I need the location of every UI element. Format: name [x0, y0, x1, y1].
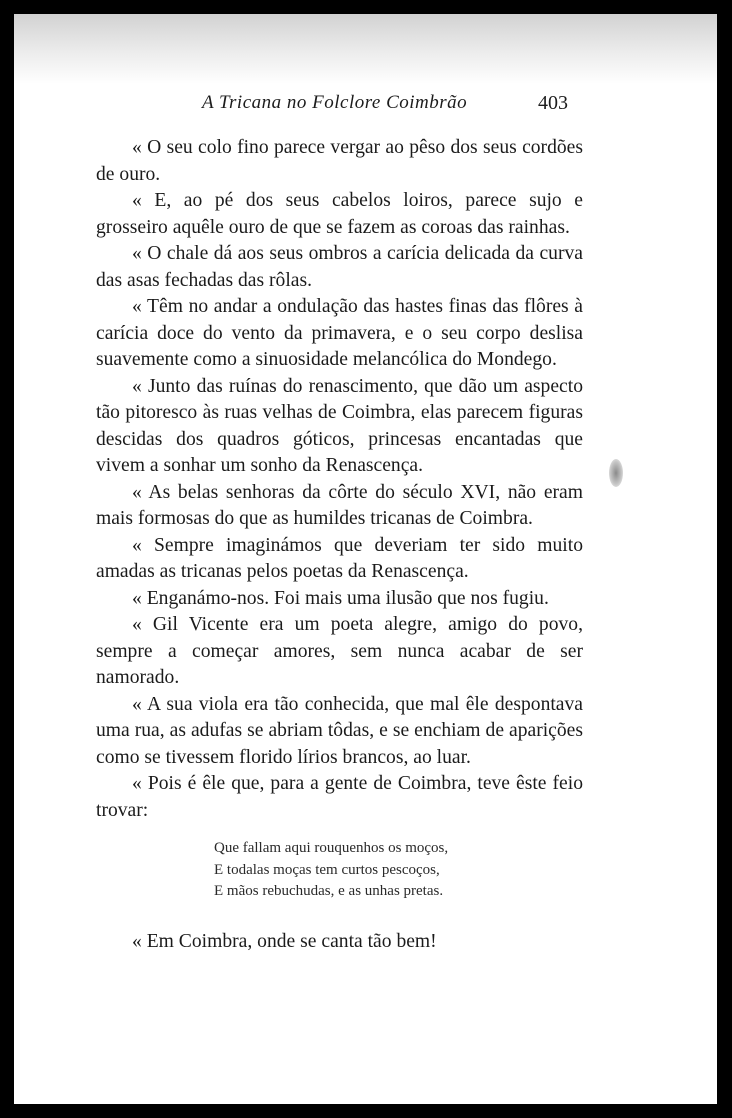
- paragraph: « Têm no andar a ondulação das hastes finas das flôres à carícia doce do vento da primavera, e o seu corpo deslisa suavemente como a sinuosidade melancólica do Mondego.: [96, 296, 583, 370]
- paragraph: « Enganámo-nos. Foi mais uma ilusão que nos fugiu.: [132, 587, 549, 609]
- paragraph: « As belas senhoras da côrte do século XVI, não eram mais formosas do que as humildes tricanas de Coimbra.: [96, 481, 583, 529]
- paragraph: « Junto das ruínas do renascimento, que dão um aspecto tão pitoresco às ruas velhas de Coimbra, elas parecem figuras descidas dos quadros góticos, princesas encantadas que vivem a sonhar um sonho da Renascença.: [96, 375, 583, 476]
- page-number: 403: [538, 92, 568, 114]
- paper-spot: [609, 459, 623, 487]
- running-title: A Tricana no Folclore Coimbrão: [202, 92, 468, 113]
- paragraph: « E, ao pé dos seus cabelos loiros, parece sujo e grosseiro aquêle ouro de que se fazem as coroas das rainhas.: [96, 190, 583, 238]
- body-text: [96, 135, 583, 955]
- paragraph: « O chale dá aos seus ombros a carícia delicada da curva das asas fechadas das rôlas.: [96, 243, 583, 291]
- paragraph: « Sempre imaginámos que deveriam ter sido muito amadas as tricanas pelos poetas da Renascença.: [96, 534, 583, 582]
- verse-line: Que fallam aqui rouquenhos os moços,: [214, 840, 449, 856]
- closing-paragraph: « Em Coimbra, onde se canta tão bem!: [132, 930, 437, 952]
- page-header: [14, 92, 717, 122]
- book-page: [14, 14, 717, 1104]
- paragraph: « A sua viola era tão conhecida, que mal êle despontava uma rua, as adufas se abriam tôdas, e se enchiam de aparições como se tivessem florido lírios brancos, ao luar.: [96, 693, 583, 768]
- verse-line: E mãos rebuchudas, e as unhas pretas.: [214, 883, 444, 899]
- paragraph: « Gil Vicente era um poeta alegre, amigo do povo, sempre a começar amores, sem nunca acabar de ser namorado.: [96, 614, 583, 688]
- paragraph: « O seu colo fino parece vergar ao pêso dos seus cordões de ouro.: [96, 137, 583, 185]
- verse-quote: [214, 838, 583, 903]
- verse-line: E todalas moças tem curtos pescoços,: [214, 861, 440, 878]
- scan-shadow: [14, 14, 717, 84]
- paragraph: « Pois é êle que, para a gente de Coimbra, teve êste feio trovar:: [96, 773, 583, 821]
